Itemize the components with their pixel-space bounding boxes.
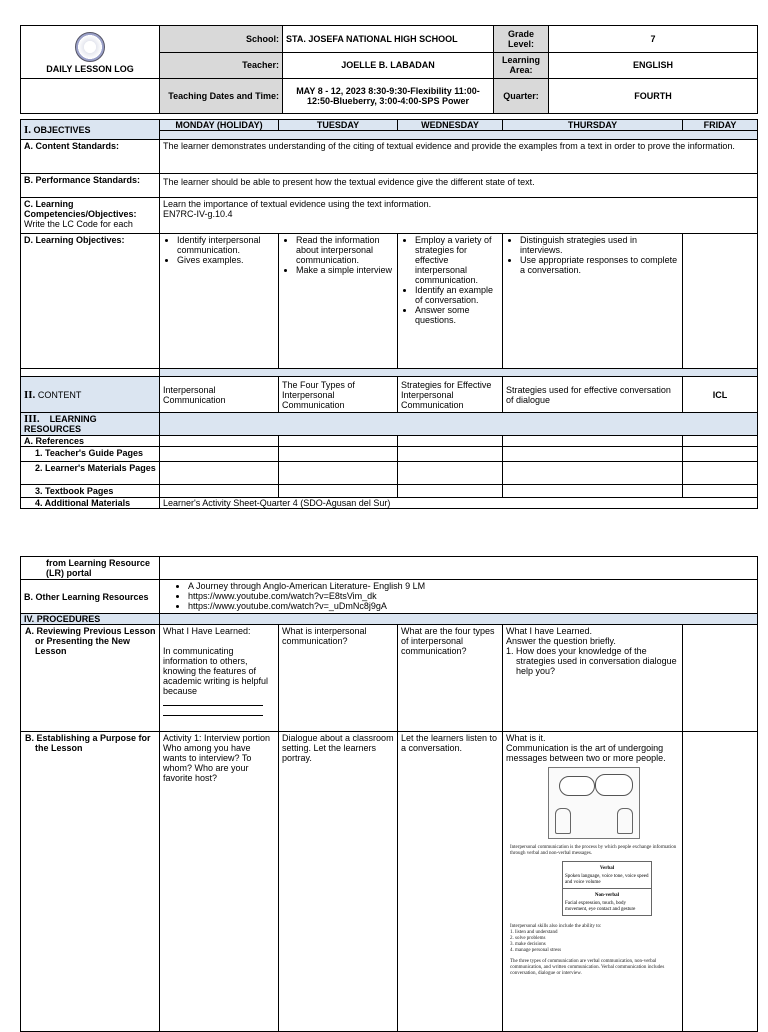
blank-cell (160, 447, 279, 462)
figure-caption: Interpersonal communication is the process by which people exchange information through verbal and non-verbal messages. (510, 845, 677, 856)
skill-item: 1. listen and understand (510, 930, 558, 935)
deped-seal-icon (75, 32, 105, 62)
resources-header: III. LEARNING RESOURCES (21, 413, 160, 436)
blank-cell (683, 462, 758, 485)
purpose-thursday (503, 732, 683, 1032)
blank-cell (279, 462, 398, 485)
verbal-section (563, 862, 651, 889)
purpose-thursday-title: What is it. (506, 733, 546, 743)
logo-cell (21, 26, 160, 79)
resource-item: • A Journey through Anglo-American Literature- English 9 LM (188, 581, 754, 591)
content-wednesday: Strategies for Effective Interpersonal Communication (398, 377, 503, 413)
blank-cell (279, 436, 398, 447)
blank-cell (398, 436, 503, 447)
competencies-cell (160, 198, 758, 234)
reviewing-monday-text: In communicating information to others, knowing the features of academic writing is helpful because (163, 646, 269, 696)
blank-cell (160, 462, 279, 485)
quarter-label: Quarter: (494, 79, 549, 114)
objectives-spacer (160, 131, 758, 140)
textbook-pages-label: 3. Textbook Pages (21, 485, 160, 498)
grade-label: Grade Level: (494, 26, 549, 53)
quarter-value: FOURTH (549, 79, 758, 114)
reviewing-thursday-title: What I have Learned. (506, 626, 593, 636)
objective-item: • Distinguish strategies used in interviews. (520, 235, 679, 255)
skill-item: 4. manage personal stress (510, 948, 562, 953)
area-value: ENGLISH (549, 52, 758, 79)
blank-cell (398, 447, 503, 462)
references-label: A. References (21, 436, 160, 447)
nonverbal-section (563, 889, 651, 915)
nonverbal-heading: Non-verbal (594, 893, 620, 898)
reviewing-tuesday: What is interpersonal communication? (279, 625, 398, 732)
lr-portal-label: from Learning Resource (LR) portal (21, 557, 160, 580)
content-monday: Interpersonal Communication (160, 377, 279, 413)
blank-cell (503, 462, 683, 485)
teacher-value: JOELLE B. LABADAN (283, 52, 494, 79)
main-table (20, 119, 758, 509)
purpose-label: B. Establishing a Purpose for the Lesson (21, 732, 160, 1032)
additional-materials-text: Learner's Activity Sheet-Quarter 4 (SDO-Agusan del Sur) (160, 498, 758, 509)
procedures-spacer (160, 614, 758, 625)
blank-cell (279, 447, 398, 462)
competencies-code: EN7RC-IV-g.10.4 (163, 209, 233, 219)
skills-intro: Interpersonal skills also include the ability to: (510, 924, 602, 929)
objective-item: • Make a simple interview (296, 265, 394, 275)
blank-cell (683, 436, 758, 447)
teachers-guide-label: 1. Teacher's Guide Pages (21, 447, 160, 462)
dates-label: Teaching Dates and Time: (160, 79, 283, 114)
competencies-label-cell (21, 198, 160, 234)
purpose-tuesday: Dialogue about a classroom setting. Let the learners portray. (279, 732, 398, 1032)
learners-materials-label: 2. Learner's Materials Pages (21, 462, 160, 485)
blank-cell (21, 369, 160, 377)
day-tuesday: TUESDAY (279, 120, 398, 131)
other-resources-label: B. Other Learning Resources (21, 580, 160, 614)
learning-objectives-label: D. Learning Objectives: (21, 234, 160, 369)
objective-item: • Identify interpersonal communication. (177, 235, 275, 255)
day-wednesday: WEDNESDAY (398, 120, 503, 131)
communication-illustration-icon (548, 767, 640, 839)
day-monday: MONDAY (HOLIDAY) (160, 120, 279, 131)
content-tuesday: The Four Types of Interpersonal Communication (279, 377, 398, 413)
content-header: II. CONTENT (21, 377, 160, 413)
blank-cell (279, 485, 398, 498)
purpose-wednesday: Let the learners listen to a conversation. (398, 732, 503, 1032)
answer-line (163, 706, 263, 716)
competencies-sub: Write the LC Code for each (24, 219, 133, 229)
reviewing-thursday-sub: Answer the question briefly. (506, 636, 616, 646)
competencies-label: C. Learning Competencies/Objectives: (24, 199, 137, 219)
day-friday: FRIDAY (683, 120, 758, 131)
objectives-monday (160, 234, 279, 369)
blank-cell (683, 447, 758, 462)
content-spacer (160, 369, 758, 377)
skill-item: 3. make decisions (510, 942, 546, 947)
objectives-wednesday (398, 234, 503, 369)
competencies-text: Learn the importance of textual evidence using the text information. (163, 199, 432, 209)
content-standards-text: The learner demonstrates understanding of the citing of textual evidence and provide the examples from a text in order to prove the information. (160, 140, 758, 174)
objective-item: • Employ a variety of strategies for effective interpersonal communication. (415, 235, 499, 285)
log-title: DAILY LESSON LOG (46, 64, 134, 74)
resources-spacer (160, 413, 758, 436)
reviewing-label: A. Reviewing Previous Lesson or Presenting the New Lesson (21, 625, 160, 732)
procedures-header: IV. PROCEDURES (21, 614, 160, 625)
reviewing-thursday-question: 1. How does your knowledge of the strategies used in conversation dialogue help you? (506, 646, 677, 676)
blank-cell (398, 462, 503, 485)
blank-cell (503, 436, 683, 447)
verbal-text: Spoken language, voice tone, voice speed and voice volume (565, 874, 649, 885)
objective-item: • Gives examples. (177, 255, 275, 265)
reviewing-friday (683, 625, 758, 732)
performance-standards-text: The learner should be able to present how the textual evidence give the different state of text. (160, 174, 758, 198)
purpose-monday: Activity 1: Interview portion Who among you have wants to interview? To whom? Who are your favorite host? (160, 732, 279, 1032)
nonverbal-text: Facial expression, touch, body movement, eye contact and gesture (565, 901, 636, 912)
purpose-thursday-text: Communication is the art of undergoing messages between two or more people. (506, 743, 666, 763)
communication-types-text: The three types of communication are verbal communication, non-verbal communication, and written communication. Verbal communication includes conversation, dialogue or interview. (510, 959, 665, 976)
blank-cell (160, 485, 279, 498)
area-label: Learning Area: (494, 52, 549, 79)
content-thursday: Strategies used for effective conversation of dialogue (503, 377, 683, 413)
resource-link[interactable]: • https://www.youtube.com/watch?v=_uDmNc8j9gA (188, 601, 754, 611)
blank-cell (160, 436, 279, 447)
school-label: School: (160, 26, 283, 53)
blank-cell (21, 79, 160, 114)
verbal-heading: Verbal (599, 866, 615, 871)
objective-item: • Read the information about interpersonal communication. (296, 235, 394, 265)
grade-value: 7 (549, 26, 758, 53)
skill-item: 2. solve problems (510, 936, 546, 941)
blank-cell (683, 485, 758, 498)
verbal-nonverbal-box (562, 861, 652, 916)
content-standards-label: A. Content Standards: (21, 140, 160, 174)
teacher-label: Teacher: (160, 52, 283, 79)
answer-line (163, 696, 263, 706)
school-value: STA. JOSEFA NATIONAL HIGH SCHOOL (283, 26, 494, 53)
dates-value: MAY 8 - 12, 2023 8:30-9:30-Flexibility 11:00-12:50-Blueberry, 3:00-4:00-SPS Power (283, 79, 494, 114)
objective-item: • Answer some questions. (415, 305, 499, 325)
reviewing-monday-title: What I Have Learned: (163, 626, 251, 636)
objectives-friday (683, 234, 758, 369)
reviewing-wednesday: What are the four types of interpersonal communication? (398, 625, 503, 732)
main-table-continued (20, 556, 758, 1032)
content-friday: ICL (683, 377, 758, 413)
objective-item: • Identify an example of conversation. (415, 285, 499, 305)
header-table (20, 25, 758, 114)
objectives-tuesday (279, 234, 398, 369)
day-thursday: THURSDAY (503, 120, 683, 131)
objectives-header: I. OBJECTIVES (21, 120, 160, 140)
communication-figure (510, 767, 680, 977)
blank-cell (398, 485, 503, 498)
objectives-thursday (503, 234, 683, 369)
reviewing-monday (160, 625, 279, 732)
lr-portal-cell (160, 557, 758, 580)
other-resources-cell (160, 580, 758, 614)
blank-cell (503, 485, 683, 498)
blank-cell (503, 447, 683, 462)
additional-materials-label: 4. Additional Materials (21, 498, 160, 509)
reviewing-thursday (503, 625, 683, 732)
objective-item: • Use appropriate responses to complete a conversation. (520, 255, 679, 275)
purpose-friday (683, 732, 758, 1032)
performance-standards-label: B. Performance Standards: (21, 174, 160, 198)
resource-link[interactable]: • https://www.youtube.com/watch?v=E8tsVim_dk (188, 591, 754, 601)
